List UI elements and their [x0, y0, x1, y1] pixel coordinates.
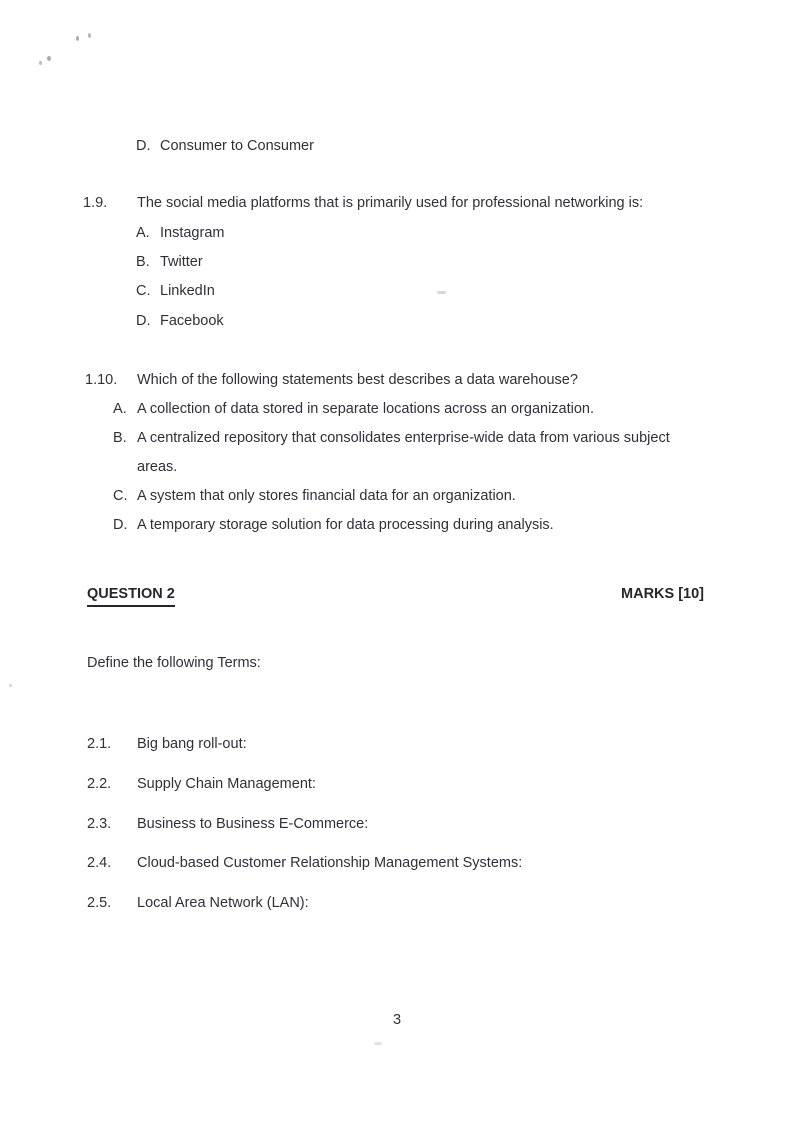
term-number: 2.3.: [87, 816, 112, 832]
term-text: Cloud-based Customer Relationship Management Systems:: [137, 855, 523, 871]
option-row: [0, 136, 794, 156]
option-text: Twitter: [160, 254, 203, 270]
option-text: LinkedIn: [160, 283, 215, 299]
option-row: [0, 515, 794, 535]
question-text: The social media platforms that is primarily used for professional networking is:: [137, 195, 644, 211]
option-row-continuation: [0, 457, 794, 477]
page-number: 3: [392, 1012, 402, 1028]
intro-text: Define the following Terms:: [87, 655, 261, 671]
option-row: [0, 486, 794, 506]
term-row: [0, 774, 794, 794]
option-letter: C.: [113, 488, 128, 504]
option-text: A collection of data stored in separate locations across an organization.: [137, 401, 595, 417]
scan-smudge: [374, 1042, 382, 1045]
term-row: [0, 814, 794, 834]
option-row: [0, 252, 794, 272]
scan-speck: [39, 61, 42, 65]
scan-speck: [88, 33, 91, 38]
term-text: Big bang roll-out:: [137, 736, 247, 752]
option-letter: B.: [113, 430, 127, 446]
option-letter: D.: [136, 313, 151, 329]
question-1-9: [0, 193, 794, 213]
option-row: [0, 428, 794, 448]
option-text: areas.: [137, 459, 178, 475]
option-letter: D.: [113, 517, 128, 533]
option-text: Consumer to Consumer: [160, 138, 314, 154]
question-2-intro: [0, 653, 794, 673]
question-1-10: [0, 370, 794, 390]
option-row: [0, 281, 794, 301]
option-text: A temporary storage solution for data processing during analysis.: [137, 517, 554, 533]
option-row: [0, 311, 794, 331]
scan-speck: [76, 36, 79, 41]
term-number: 2.1.: [87, 736, 112, 752]
option-letter: B.: [136, 254, 150, 270]
term-text: Business to Business E-Commerce:: [137, 816, 369, 832]
option-row: [0, 399, 794, 419]
scan-speck: [47, 56, 51, 61]
option-text: A system that only stores financial data for an organization.: [137, 488, 516, 504]
marks-label: MARKS [10]: [621, 586, 704, 602]
question-number: 1.9.: [83, 195, 108, 211]
question-2-header: [0, 584, 794, 604]
option-text: Instagram: [160, 225, 225, 241]
option-letter: C.: [136, 283, 151, 299]
question-text: Which of the following statements best describes a data warehouse?: [137, 372, 578, 388]
option-text: A centralized repository that consolidates enterprise-wide data from various subject: [137, 430, 670, 446]
option-letter: A.: [113, 401, 127, 417]
term-text: Local Area Network (LAN):: [137, 895, 309, 911]
term-number: 2.2.: [87, 776, 112, 792]
option-letter: D.: [136, 138, 151, 154]
scan-speck: [9, 684, 12, 687]
term-row: [0, 853, 794, 873]
term-row: [0, 734, 794, 754]
question-number: 1.10.: [85, 372, 118, 388]
option-letter: A.: [136, 225, 150, 241]
option-text: Facebook: [160, 313, 224, 329]
term-row: [0, 893, 794, 913]
term-number: 2.4.: [87, 855, 112, 871]
option-row: [0, 223, 794, 243]
question-2-heading: QUESTION 2: [87, 584, 175, 607]
term-text: Supply Chain Management:: [137, 776, 316, 792]
term-number: 2.5.: [87, 895, 112, 911]
